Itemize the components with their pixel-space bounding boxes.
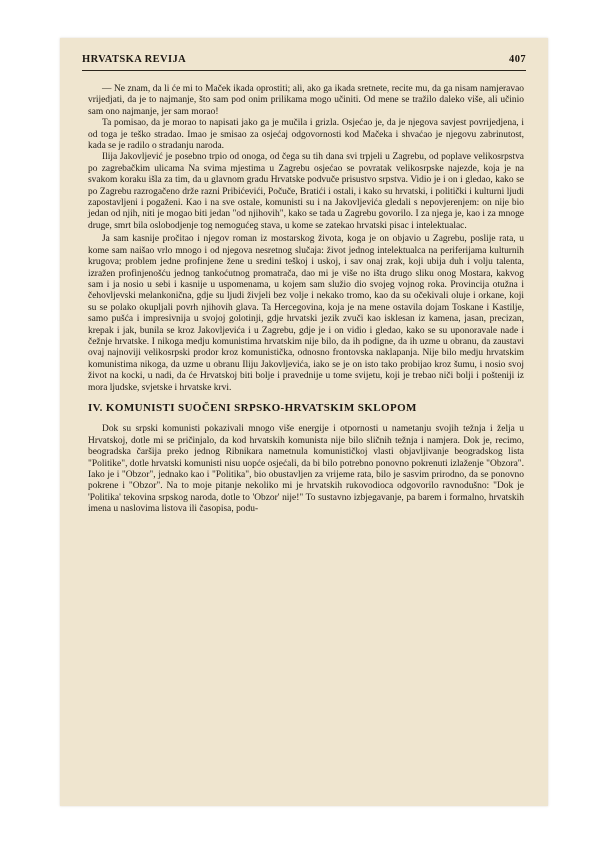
- paragraph: Ja sam kasnije pročitao i njegov roman iz mostarskog života, koga je on objavio u Zagrebu, poslije rata, u kome sam naišao vrlo mnogo i od njegova nesretnog slučaja: život jednog intelektualca na periferijama kulturnih krugova; problem jedne profinjene žene u sredini teškoj i uskoj, i sav onaj zrak, koji ubija duh i volju talenta, izražen profinjenošću jednog tankoćutnog promatrača, dao mi je više no išta drugo sliku onog Mostara, kakvog sam i ja nosio u sebi i kasnije u uspomenama, u kojem sam služio dio svojeg vojnog roka. Provincija otužna i čehovljevski melankonična, gdje su ljudi živjeli bez volje i nekako tromo, kao da su očekivali oluje i orkane, koji su se polako okupljali povrh njihovih glava. Ta Hercegovina, koja je na mene ostavila dojam Toskane i Kastilje, samo pušća i impresivnija u svojoj golotinji, gdje hrvatski jezik zvuči kao isklesan iz kamena, jasan, precizan, krepak i jak, bunila se kroz Jakovljevića i u Zagrebu, gdje je i on vidio i gledao, kako se su uponoravale nade i čežnje hrvatske. I nikoga medju komunistima hrvatskim nije bilo, da ih podigne, da ih uzme u obranu, da zaustavi ovaj najnoviji velikosrpski prodor kroz komunistička, odnosno frontovska naklapanja. Nije bilo medju hrvatskim komunistima nikoga, da uzme u obranu Iliju Jakovljevića, iako se je on isto tako probijao kroz šumu, i nosio svoj život na kocki, u nadi, da će Hrvatskoj biti bolje i pravednije u tome svijetu, koji je trebao niči bolji i pošteniji iz mora ljudske, svjetske i hrvatske krvi.: [88, 234, 524, 393]
- paragraph: Ta pomisao, da je morao to napisati jako ga je mučila i grizla. Osjećao je, da je njegova savjest povrijedjena, i od toga je teško stradao. Imao je smisao za osjećaj odgovornosti kod Mačeka i shvaćao je njegovu zabrinutost, kada se je radilo o stradanju naroda.: [88, 118, 524, 152]
- section-heading: IV. KOMUNISTI SUOČENI SRPSKO-HRVATSKIM SKLOPOM: [88, 401, 417, 414]
- header-rule: [82, 70, 526, 71]
- article-body: [88, 84, 524, 516]
- paragraph: — Ne znam, da li će mi to Maček ikada oprostiti; ali, ako ga ikada sretnete, recite mu, da ga nisam namjeravao vrijedjati, da je to najmanje, što sam pod onim prilikama mogo učiniti. Od mene se tražilo daleko više, ali učinio sam ono najmanje, jer sam morao!: [88, 84, 524, 117]
- book-page: [60, 38, 548, 806]
- running-head: [82, 54, 526, 65]
- page-number: 407: [509, 54, 526, 65]
- paragraph: Ilija Jakovljević je posebno trpio od onoga, od čega su tih dana svi trpjeli u Zagrebu, od poplave velikosrpstva po zagrebačkim ulicama Na svima mjestima u Zagrebu osjećao se povratak velikosrpske najezde, koja je na svakom koraku išla za tim, da u glavnom gradu Hrvatske podvuče prisustvo srpstva. Vidio je i on i gledao, kako se po Zagrebu razrogačeno drže razni Pribićevići, Počuče, Bratići i ostali, i kako su hrvatski, i politički i kulturni ljudi zapostavljeni i pogaženi. Kao i na sve ostale, komunisti su i na Jakovljevića gledali s nepovjerenjem: on nije bio jedan od njih, niti je mogao biti jedan "od njihovih", kako se tada u Zagrebu govorilo. I za njega je, kao i za mnoge druge, smrt bila oslobodjenje tog nemogućeg stava, u kome se zatekao hrvatski pisac i intelektualac.: [88, 152, 524, 231]
- journal-title: HRVATSKA REVIJA: [82, 54, 187, 65]
- paragraph: Dok su srpski komunisti pokazivali mnogo više energije i otpornosti u nametanju svojih težnja i želja u Hrvatskoj, dotle mi se pričinjalo, da kod hrvatskih komunista nije bilo sličnih težnja i namjera. Dok je, recimo, beogradska čaršija preko jednog Ribnikara nametnula komunističkoj vlasti objavljivanje beogradskog lista "Politike", dotle hrvatski komunisti nisu uopće osjećali, da bi bilo potrebno ponovno pokrenuti izlaženje "Obzora". Iako je i "Obzor", jednako kao i "Politika", bio obustavljen za vrijeme rata, bilo je sasvim prirodno, da se ponovno pokrene i "Obzor". Na to moje pitanje nekoliko mi je hrvatskih rukovodioca odgovorilo ravnodušno: "Dok je 'Politika' tekovina srpskog naroda, dotle to 'Obzor' nije!" To sustavno izbjegavanje, pa barem i formalno, hrvatskih imena u naslovima listova ili časopisa, podu-: [88, 424, 524, 515]
